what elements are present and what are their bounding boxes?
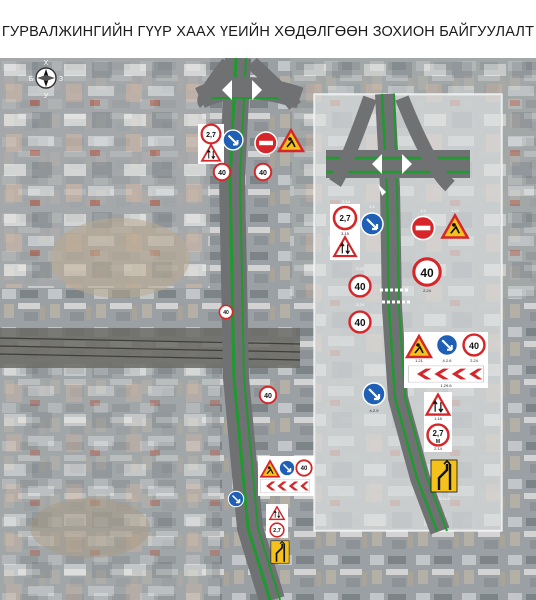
keep-right-sign xyxy=(437,335,458,356)
chevron-sign xyxy=(408,366,483,382)
open-ground xyxy=(50,218,190,298)
sign-code: 3.23 xyxy=(356,266,364,271)
keep-right-sign xyxy=(228,491,243,506)
sign-code: 4.2.9 xyxy=(369,408,379,413)
left-sign-group-bottom xyxy=(258,456,314,496)
keep-right-sign xyxy=(361,213,383,235)
sign-code: 1.18 xyxy=(434,416,442,421)
sign-code: 2.24 xyxy=(423,288,431,293)
no-entry-sign xyxy=(255,132,277,154)
height-unit-text: M xyxy=(435,439,441,445)
sign-code: 1.23 xyxy=(451,208,459,213)
no-entry-sign xyxy=(411,216,434,239)
detour-sign xyxy=(431,460,457,492)
chevron-sign xyxy=(260,479,309,493)
page-title: ГУРВАЛЖИНГИЙН ГҮҮР ХААХ ҮЕИЙН ХӨДӨЛГӨӨН ЗОХИОН БАЙГУУЛАЛТ xyxy=(1,24,535,40)
keep-right-sign xyxy=(223,130,243,150)
compass-east: З xyxy=(58,76,64,83)
sign-code: 1.29.6 xyxy=(440,383,452,388)
sign-code: 4.2 xyxy=(369,204,375,209)
height-limit-text: 2,7 xyxy=(206,132,216,139)
speed-limit-text: 40 xyxy=(300,466,308,472)
speed-limit-text: 40 xyxy=(223,310,229,316)
length-limit-text: 2,7 xyxy=(339,214,351,223)
railway-yard xyxy=(0,328,300,368)
sign-code: 1.2 xyxy=(420,208,426,213)
sign-code: 1.21 xyxy=(415,358,423,363)
sign-code: 5.41.8 xyxy=(438,496,450,501)
sign-code: 2.14 xyxy=(434,446,442,451)
height-limit-text: 2,7 xyxy=(273,528,281,534)
compass-south: У xyxy=(43,93,49,100)
speed-limit-text: 40 xyxy=(354,318,366,329)
sign-code: 4.2.6 xyxy=(442,358,452,363)
speed-limit-text: 40 xyxy=(420,266,434,280)
detour-sign xyxy=(271,541,289,563)
open-ground xyxy=(30,498,150,558)
height-limit-text: 2,7 xyxy=(432,429,444,438)
speed-limit-text: 40 xyxy=(218,170,226,177)
speed-limit-text: 40 xyxy=(259,170,267,177)
speed-limit-text: 40 xyxy=(468,341,480,351)
satellite-map[interactable] xyxy=(0,58,536,600)
sign-code: 2.24 xyxy=(470,358,478,363)
speed-limit-text: 40 xyxy=(264,393,272,400)
keep-right-sign xyxy=(363,383,385,405)
keep-right-sign xyxy=(279,460,294,475)
speed-limit-text: 40 xyxy=(354,282,366,293)
sign-code: 2.14 xyxy=(342,199,350,204)
sign-code: 3.15 xyxy=(341,231,349,236)
sign-code: 3.24 xyxy=(356,302,364,307)
detail-inset xyxy=(314,94,502,531)
compass-north: Х xyxy=(43,60,49,67)
city-block-southwest xyxy=(0,358,220,600)
compass-west: Б xyxy=(28,76,34,83)
